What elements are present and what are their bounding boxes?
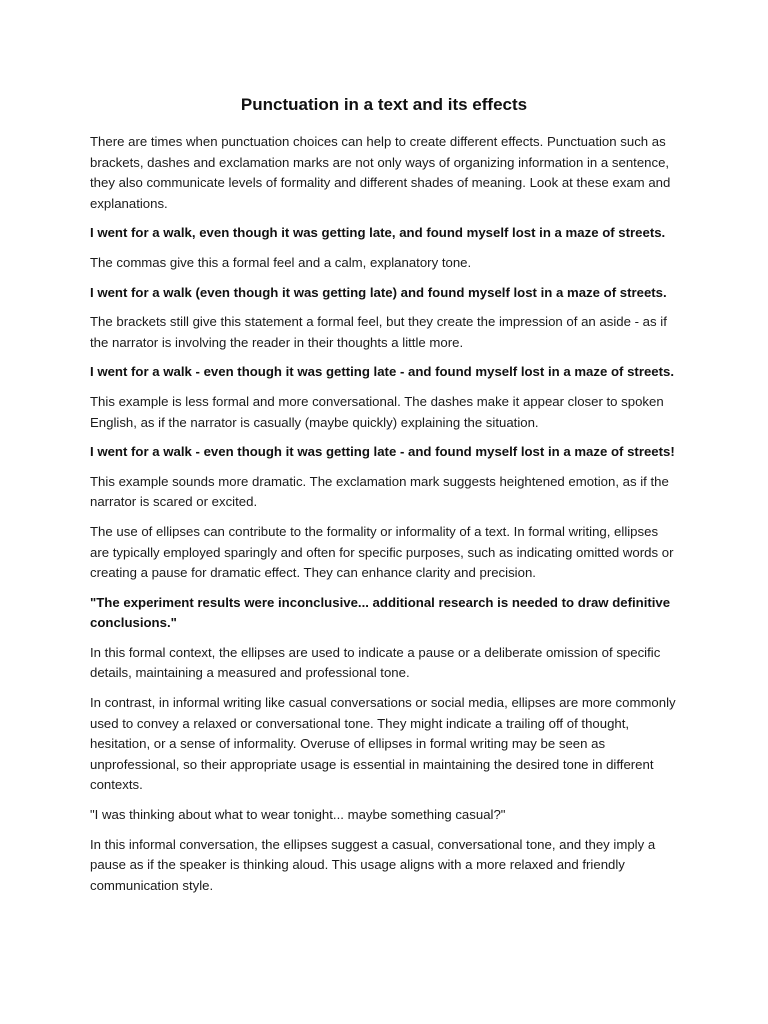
ellipses-intro-paragraph: The use of ellipses can contribute to the formality or informality of a text. In formal writing, ellipses are typically employed sparingly and often for specific purposes, such as indicating omitted words or creating a pause for dramatic effect. They can enhance clarity and precision.	[90, 523, 674, 581]
explanation-dashes: This example is less formal and more conversational. The dashes make it appear closer to spoken English, as if the narrator is casually (maybe quickly) explaining the situation.	[90, 393, 664, 430]
explanation-formal-ellipses: In this formal context, the ellipses are used to indicate a pause or a deliberate omission of specific details, maintaining a measured and professional tone.	[90, 644, 661, 681]
example-sentence-brackets: I went for a walk (even though it was getting late) and found myself lost in a maze of streets.	[90, 284, 667, 300]
example-formal-ellipses: "The experiment results were inconclusive... additional research is needed to draw definitive conclusions."	[90, 594, 671, 631]
explanation-commas: The commas give this a formal feel and a calm, explanatory tone.	[90, 254, 472, 270]
document-title: Punctuation in a text and its effects	[240, 95, 528, 114]
explanation-informal-ellipses: In this informal conversation, the ellipses suggest a casual, conversational tone, and they imply a pause as if the speaker is thinking aloud. This usage aligns with a more relaxed and friendly communication style.	[90, 836, 656, 893]
example-sentence-commas: I went for a walk, even though it was getting late, and found myself lost in a maze of streets.	[90, 225, 666, 241]
example-sentence-exclamation: I went for a walk - even though it was getting late - and found myself lost in a maze of streets!	[90, 444, 675, 460]
explanation-exclamation: This example sounds more dramatic. The exclamation mark suggests heightened emotion, as if the narrator is scared or excited.	[90, 473, 669, 510]
explanation-brackets: The brackets still give this statement a formal feel, but they create the impression of an aside - as if the narrator is involving the reader in their thoughts a little more.	[90, 314, 667, 350]
intro-paragraph: There are times when punctuation choices can help to create different effects. Punctuation such as brackets, dashes and exclamation marks are not only ways of organizing information in a sentence, they also communicate levels of formality and different shades of meaning. Look at these exam and explanations.	[90, 134, 671, 211]
example-sentence-dashes: I went for a walk - even though it was getting late - and found myself lost in a maze of streets.	[90, 364, 675, 380]
example-informal-ellipses: "I was thinking about what to wear tonight... maybe something casual?"	[90, 807, 506, 823]
informal-ellipses-paragraph: In contrast, in informal writing like casual conversations or social media, ellipses are more commonly used to convey a relaxed or conversational tone. They might indicate a trailing off of thought, hesitation, or a sense of informality. Overuse of ellipses in formal writing may be seen as unprofessional, so their appropriate usage is essential in maintaining the desired tone in different contexts.	[90, 695, 676, 793]
